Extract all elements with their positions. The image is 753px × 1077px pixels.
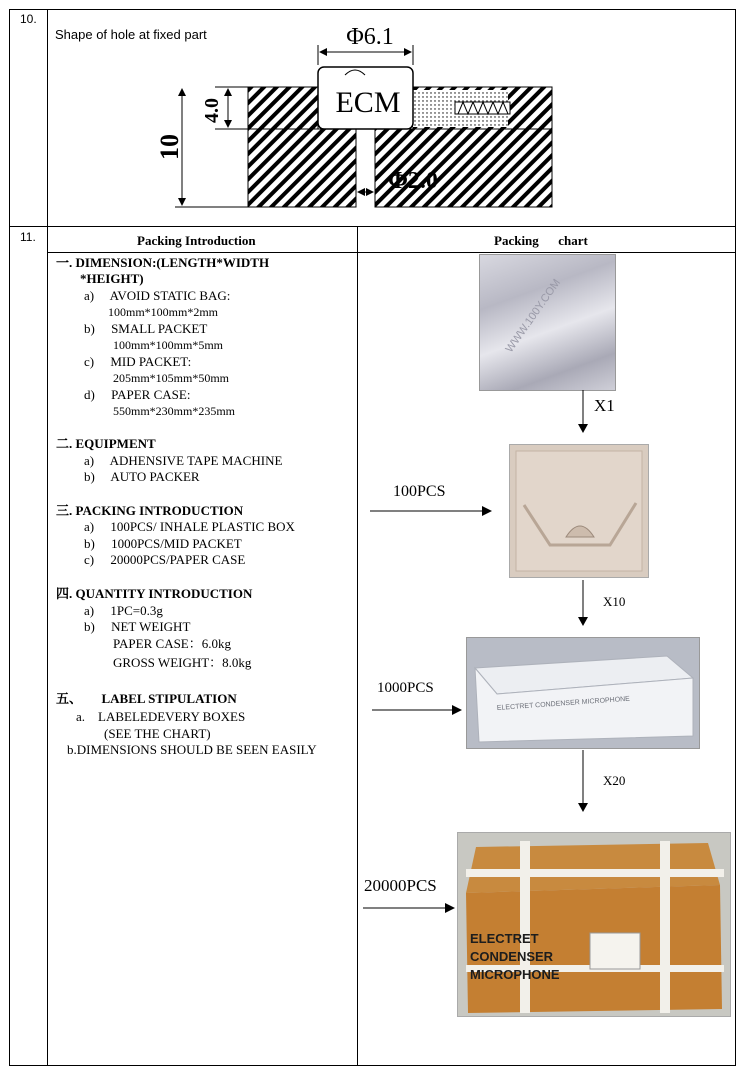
list-item: a) 100PCS/ INHALE PLASTIC BOX: [84, 519, 295, 534]
list-item: d) PAPER CASE:: [84, 387, 191, 402]
dim-left-big-label: 10: [155, 134, 184, 160]
plastic-box-photo: [509, 444, 649, 578]
fixed-part-left-bottom: [248, 129, 356, 207]
table-border-left: [9, 9, 10, 1066]
static-bag-photo: [479, 254, 616, 391]
section-10-title: Shape of hole at fixed part: [55, 27, 207, 42]
list-item: PAPER CASE：6.0kg: [113, 636, 231, 651]
qty-20000pcs: 20000PCS: [364, 876, 437, 895]
list-item: *HEIGHT): [80, 271, 144, 286]
list-item: 550mm*230mm*235mm: [113, 404, 236, 418]
row-divider: [9, 226, 736, 227]
table-border-bottom: [9, 1065, 736, 1066]
list-item: a) 1PC=0.3g: [84, 603, 163, 618]
hole-shape-diagram: [150, 20, 570, 215]
packing-introduction-header: Packing Introduction: [137, 233, 256, 248]
list-item: GROSS WEIGHT：8.0kg: [113, 655, 252, 670]
mid-packet-photo: [466, 637, 700, 749]
ecm-label: ECM: [335, 86, 401, 119]
list-item: b) 1000PCS/MID PACKET: [84, 536, 242, 551]
multiplier-x10: X10: [603, 594, 626, 609]
list-item: c) 20000PCS/PAPER CASE: [84, 552, 246, 567]
list-item: b) NET WEIGHT: [84, 619, 191, 634]
list-item: 三. PACKING INTRODUCTION: [56, 503, 244, 518]
list-item: c) MID PACKET:: [84, 354, 192, 369]
bag-watermark: WWW.100Y.COM: [503, 277, 564, 355]
qty-100pcs: 100PCS: [393, 483, 446, 500]
case-print-line-1: ELECTRET: [470, 931, 539, 946]
number-column-divider: [47, 9, 48, 1066]
section-10-number: 10.: [20, 12, 37, 26]
list-item: 100mm*100mm*2mm: [108, 305, 219, 319]
list-item: a) AVOID STATIC BAG:: [84, 288, 231, 303]
dim-bottom-label: Φ2.0: [388, 168, 438, 194]
list-item: 四. QUANTITY INTRODUCTION: [56, 586, 253, 601]
case-print-line-3: MICROPHONE: [470, 967, 560, 982]
packing-chart-header: Packing chart: [494, 233, 588, 248]
arrow-down-3: [575, 750, 591, 814]
list-item: (SEE THE CHART): [104, 726, 211, 741]
arrow-down-2: [575, 580, 591, 628]
list-item: a. LABELEDEVERY BOXES: [76, 709, 246, 724]
box-print: ELECTRET CONDENSER MICROPHONE: [496, 695, 631, 712]
list-item: 五、 LABEL STIPULATION: [56, 691, 237, 706]
multiplier-x1: X1: [594, 396, 615, 415]
header-divider: [47, 252, 736, 253]
case-print-line-2: CONDENSER: [470, 949, 554, 964]
table-border-right: [735, 9, 736, 1066]
arrow-right-2: [372, 703, 464, 717]
list-item: b) SMALL PACKET: [84, 321, 208, 336]
list-item: 一. DIMENSION:(LENGTH*WIDTH: [56, 255, 270, 270]
arrow-down-1: [575, 390, 591, 434]
list-item: 100mm*100mm*5mm: [113, 338, 224, 352]
column-divider: [357, 226, 358, 1066]
multiplier-x20: X20: [603, 773, 626, 788]
fixed-part-left-top: [248, 87, 318, 129]
arrow-right-1: [370, 504, 495, 518]
section-11-number: 11.: [20, 230, 36, 244]
qty-1000pcs: 1000PCS: [377, 680, 434, 696]
dim-top-label: Φ6.1: [346, 24, 394, 50]
list-item: 205mm*105mm*50mm: [113, 371, 230, 385]
arrow-right-3: [363, 901, 457, 915]
list-item: b.DIMENSIONS SHOULD BE SEEN EASILY: [67, 742, 317, 757]
dim-left-small-label: 4.0: [201, 98, 223, 123]
list-item: 二. EQUIPMENT: [56, 436, 156, 451]
paper-case-photo: [457, 832, 731, 1017]
table-border-top: [9, 9, 736, 10]
list-item: a) ADHENSIVE TAPE MACHINE: [84, 453, 283, 468]
list-item: b) AUTO PACKER: [84, 469, 200, 484]
